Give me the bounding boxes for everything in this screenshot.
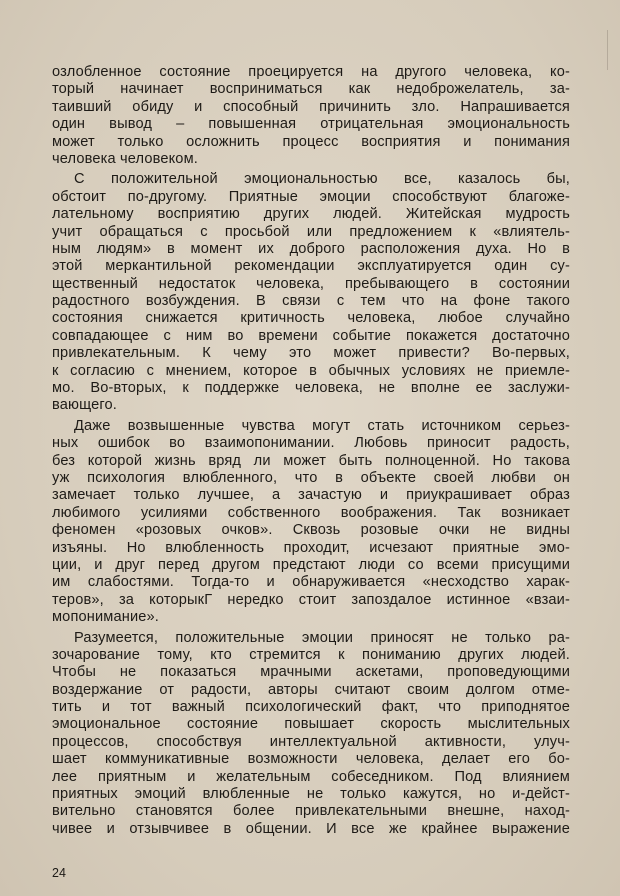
page-edge-mark xyxy=(607,30,608,70)
paragraph xyxy=(52,630,570,839)
text-line: чивее и отзывчивее в общении. И все же крайнее выражение xyxy=(52,820,570,837)
text-line: Разумеется, положительные эмоции приносят не только ра- xyxy=(74,629,570,646)
text-line: приятных эмоций влюбленные не только кажутся, но и-дейст- xyxy=(52,786,570,803)
text-line: к согласию с мнением, которое в обычных условиях не приемле- xyxy=(52,362,570,379)
text-line: вающего. xyxy=(52,397,117,414)
page-number: 24 xyxy=(52,866,66,880)
text-line: ции, и друг перед другом предстают люди со всеми присущими xyxy=(52,556,570,573)
text-line: вительно становятся более привлекательными внешне, наход- xyxy=(52,803,570,820)
text-line: лательному восприятию других людей. Житейская мудрость xyxy=(52,206,570,223)
text-line: совпадающее с ним во времени событие покажется достаточно xyxy=(52,327,570,344)
text-line: обстоит по-другому. Приятные эмоции способствуют благоже- xyxy=(52,188,570,205)
text-line: состояния снижается критичность человека, любое случайно xyxy=(52,310,570,327)
text-line: любимого усилиями собственного воображения. Так возникает xyxy=(52,504,570,521)
text-line: им слабостями. Тогда-то и обнаруживается «несходство харак- xyxy=(52,574,570,591)
text-line: шает коммуникативные возможности человека, делает его бо- xyxy=(52,751,570,768)
paragraph xyxy=(52,64,570,168)
text-line: ным людям» в момент их доброго расположения духа. Но в xyxy=(52,240,570,257)
text-line: мопонимание». xyxy=(52,609,159,626)
text-line: озлобленное состояние проецируется на другого человека, ко- xyxy=(52,64,570,80)
text-line: уж психология влюбленного, что в объекте своей любви он xyxy=(52,469,570,486)
text-line: ных ошибок во взаимопонимании. Любовь приносит радость, xyxy=(52,435,570,452)
text-line: щественный недостаток человека, пребывающего в состоянии xyxy=(52,275,570,292)
paragraph xyxy=(52,418,570,627)
text-line: радостного возбуждения. В связи с тем что на фоне такого xyxy=(52,293,570,310)
text-line: С положительной эмоциональностью все, казалось бы, xyxy=(74,171,570,188)
text-line: зочарование тому, кто стремится к пониманию других людей. xyxy=(52,646,570,663)
text-line: изъяны. Но влюбленность проходит, исчезают приятные эмо- xyxy=(52,539,570,556)
text-line: торый начинает восприниматься как недоброжелатель, за- xyxy=(52,81,570,98)
text-line: Даже возвышенные чувства могут стать источником серьез- xyxy=(74,417,570,434)
text-line: один вывод – повышенная отрицательная эмоциональность xyxy=(52,116,570,133)
paragraph xyxy=(52,171,570,414)
text-line: мо. Во-вторых, к поддержке человека, не вполне ее заслужи- xyxy=(52,380,570,397)
text-line: таивший обиду и способный причинить зло. Напрашивается xyxy=(52,98,570,115)
text-line: теров», за которыкГ нередко стоит запоздалое истинное «взаи- xyxy=(52,591,570,608)
text-line: Чтобы не показаться мрачными аскетами, проповедующими xyxy=(52,664,570,681)
text-line: без которой жизнь вряд ли может быть полноценной. Но такова xyxy=(52,452,570,469)
text-line: привлекательным. К чему это может привести? Во-первых, xyxy=(52,345,570,362)
text-line: тить и тот важный психологический факт, что приподнятое xyxy=(52,699,570,716)
text-line: лее приятным и желательным собеседником. Под влиянием xyxy=(52,768,570,785)
text-line: замечает только лучшее, а зачастую и приукрашивает образ xyxy=(52,487,570,504)
text-line: этой меркантильной рекомендации эксплуатируется один су- xyxy=(52,258,570,275)
text-line: феномен «розовых очков». Сквозь розовые очки не видны xyxy=(52,522,570,539)
text-line: эмоциональное состояние повышает скорость мыслительных xyxy=(52,716,570,733)
body-text xyxy=(52,64,570,838)
text-line: человека человеком. xyxy=(52,150,198,167)
text-line: процессов, способствуя интеллектуальной активности, улуч- xyxy=(52,733,570,750)
text-line: может только осложнить процесс восприятия и понимания xyxy=(52,133,570,150)
text-line: учит обращаться с просьбой или предложением к «влиятель- xyxy=(52,223,570,240)
text-line: воздержание от радости, авторы считают своим долгом отме- xyxy=(52,681,570,698)
